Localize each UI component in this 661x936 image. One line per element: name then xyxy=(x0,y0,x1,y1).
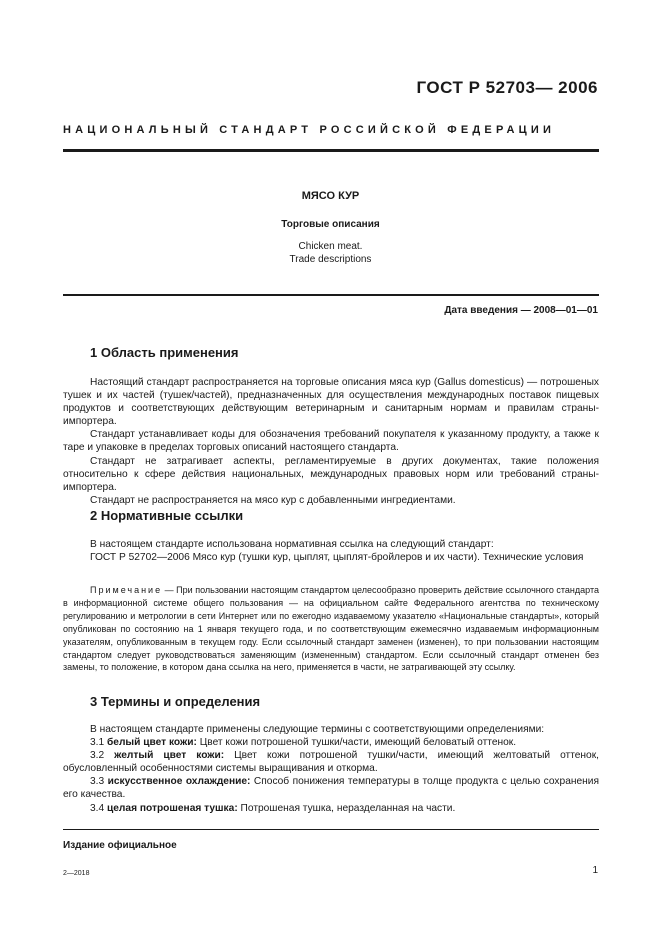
section2-heading: 2 Нормативные ссылки xyxy=(90,508,244,523)
term-name: желтый цвет кожи: xyxy=(114,750,225,762)
term-definition: Потрошеная тушка, неразделанная на части. xyxy=(237,802,456,814)
term-definition: Цвет кожи потрошеной тушки/части, имеющий беловатый оттенок. xyxy=(196,737,517,749)
section2-paragraph: В настоящем стандарте использована нормативная ссылка на следующий стандарт: xyxy=(90,539,494,550)
document-subtitle: Торговые описания xyxy=(281,219,380,230)
term-number: 3.2 xyxy=(90,750,115,762)
footer-divider xyxy=(63,829,599,830)
term-name: целая потрошеная тушка: xyxy=(107,802,238,814)
page-number: 1 xyxy=(592,865,598,876)
term-item xyxy=(63,802,599,815)
note-text: — При пользовании настоящим стандартом целесообразно проверить действие ссылочного стандарта в информационной системе общего пользования — на официальном сайте Федерального агентства по техническому регулированию и метрологии в сети Интернет или по ежегодно издаваемому указателю «Национальные стандарты», который опубликован по состоянию на 1 января текущего года, и по соответствующим ежемесячно издаваемым информационным указателям, опубликованным в текущем году. Если ссылочный стандарт заменен (изменен), то при пользовании настоящим стандартом следует руководствоваться заменяющим (измененным) стандартом. Если ссылочный стандарт отменен без замены, то положение, в котором дана ссылка на него, применяется в части, не затрагивающей эту ссылку. xyxy=(63,585,599,673)
term-name: искусственное охлаждение: xyxy=(107,776,251,788)
effective-date-value: — 2008—01—01 xyxy=(520,305,598,316)
term-name: белый цвет кожи: xyxy=(107,737,197,749)
section2-note xyxy=(63,584,599,674)
latin-name: Gallus domesticus xyxy=(437,377,521,388)
section3-heading: 3 Термины и определения xyxy=(90,694,261,709)
term-number: 3.4 xyxy=(90,802,107,814)
text-span: Настоящий стандарт распространяется на торговые описания мяса кур ( xyxy=(90,377,438,388)
document-title: МЯСО КУР xyxy=(301,190,360,202)
term-item xyxy=(63,736,599,749)
note-paragraph xyxy=(63,584,599,674)
section2-body xyxy=(63,538,599,564)
term-definition: Способ понижения температуры в толще продукта с целью сохранения его качества. xyxy=(63,776,599,801)
note-label: Примечание xyxy=(90,585,163,595)
section1-paragraph xyxy=(63,376,599,428)
print-code: 2—2018 xyxy=(63,870,90,877)
term-item xyxy=(63,749,599,775)
header-divider xyxy=(63,149,599,152)
section1-body xyxy=(63,376,599,507)
term-definition: Цвет кожи потрошеной тушки/части, имеющий желтоватый оттенок, обусловленный особенностями системы выращивания и откорма. xyxy=(63,750,599,775)
effective-date xyxy=(444,305,598,316)
section1-paragraph: Стандарт устанавливает коды для обозначения требований покупателя к указанному продукту, а также к таре и упаковке в пределах торговых описаний настоящего стандарта. xyxy=(63,429,599,454)
section2-reference: ГОСТ Р 52702—2006 Мясо кур (тушки кур, цыплят, цыплят-бройлеров и их части). Технические условия xyxy=(90,552,584,564)
title-divider xyxy=(63,294,599,296)
edition-label: Издание официальное xyxy=(63,840,177,851)
section3-body xyxy=(63,723,599,815)
national-standard-banner: НАЦИОНАЛЬНЫЙ СТАНДАРТ РОССИЙСКОЙ ФЕДЕРАЦИИ xyxy=(63,124,556,136)
section1-heading: 1 Область применения xyxy=(90,345,239,360)
section3-intro: В настоящем стандарте применены следующие термины с соответствующими определениями: xyxy=(90,724,545,735)
effective-date-label: Дата введения xyxy=(444,305,518,316)
english-title-line2: Trade descriptions xyxy=(289,254,372,265)
term-item xyxy=(63,775,599,801)
gost-code: ГОСТ Р 52703— 2006 xyxy=(416,78,598,97)
section1-paragraph: Стандарт не распространяется на мясо кур с добавленными ингредиентами. xyxy=(90,494,456,506)
term-number: 3.3 xyxy=(90,776,108,788)
section1-paragraph: Стандарт не затрагивает аспекты, регламентируемые в других документах, такие положения относительно к сфере действия национальных, международных правовых норм или требований страны-импортера. xyxy=(63,455,599,493)
term-number: 3.1 xyxy=(90,737,107,749)
text-span: ) — потрошеных тушек и их частей (тушек/частей), предназначенных для осуществления международных поставок пищевых продуктов и соответствующих действующим ветеринарным и санитарным нормам и правилам страны-импортера. xyxy=(63,377,600,428)
english-title-line1: Chicken meat. xyxy=(298,241,363,252)
